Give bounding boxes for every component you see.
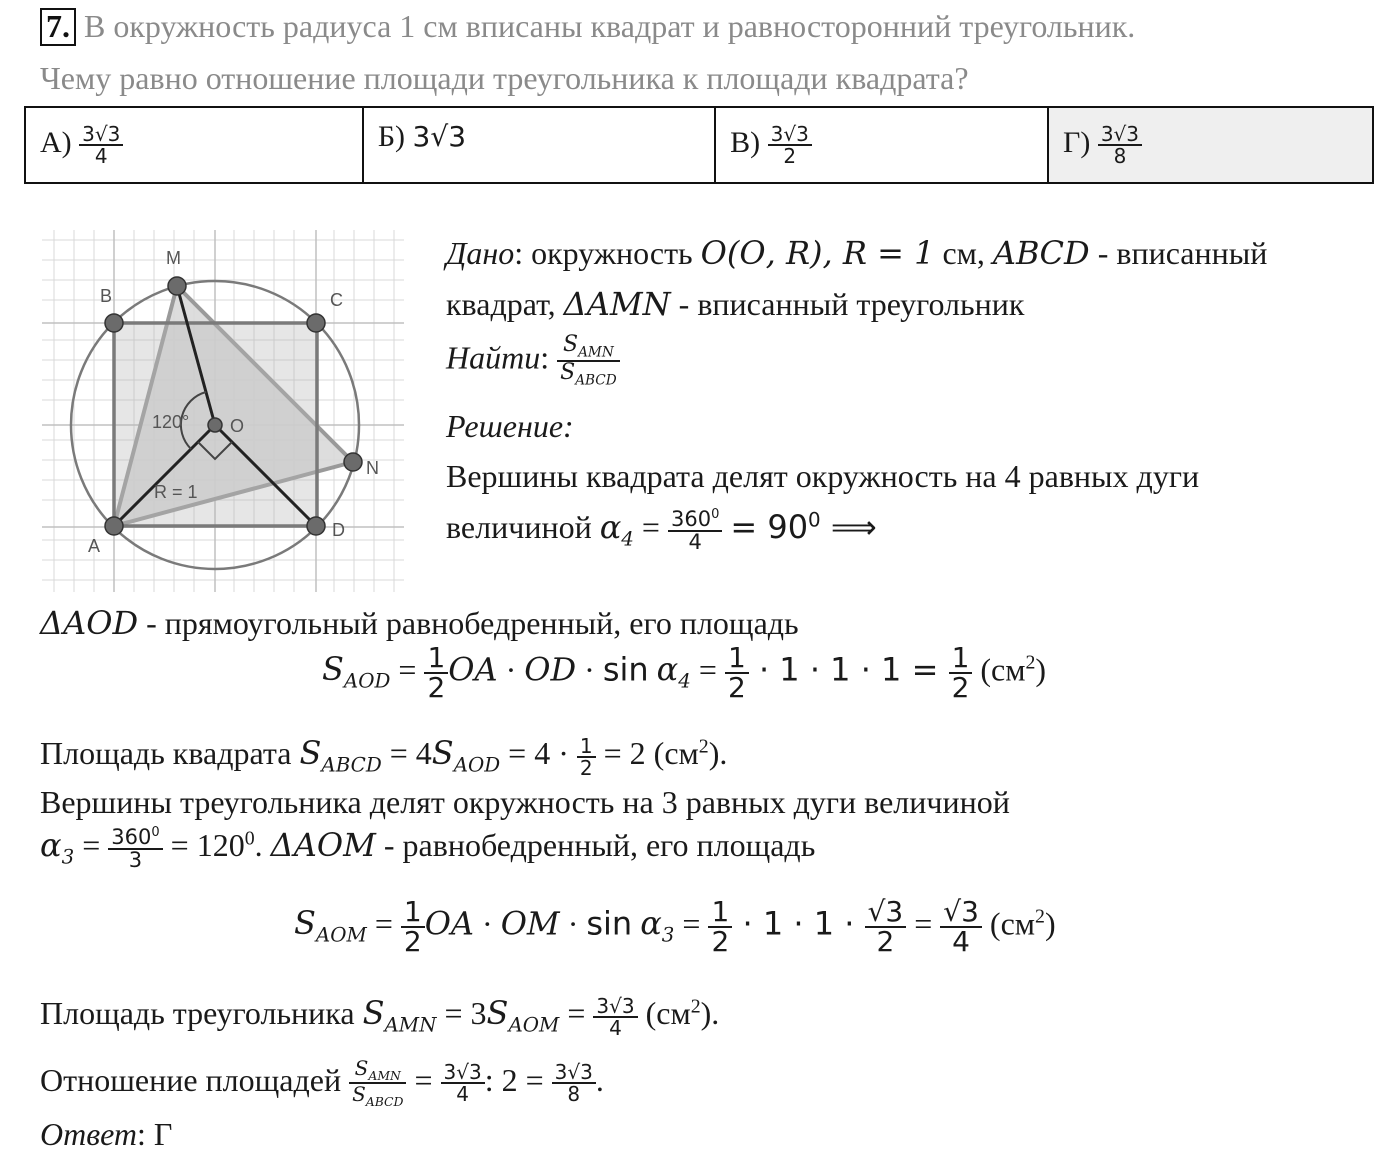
find-label: Найти bbox=[446, 339, 541, 376]
solution-label: Решение bbox=[446, 408, 564, 444]
point-d bbox=[307, 517, 325, 535]
tri-aod: Δ𝐴𝑂𝐷 bbox=[40, 604, 139, 642]
label-angle: 120° bbox=[152, 412, 190, 432]
solution-p6: Вершины треугольника делят окружность на 3 равных дуги величиной bbox=[40, 784, 1010, 820]
solution-p3 bbox=[40, 604, 799, 642]
label-c: C bbox=[330, 290, 343, 310]
point-o bbox=[208, 418, 222, 432]
solution-p10: Отношение площадей $\frac{S_{AMN}}{S_{ABCD}}$ = $\frac{3√3}{4}$ : 2 = $\frac{3√3}{8}$ . bbox=[40, 1056, 604, 1110]
problem-statement-1: В окружность радиуса 1 см вписаны квадрат и равносторонний треугольник. bbox=[84, 8, 1136, 44]
solution-label-line: Решение: bbox=[446, 408, 574, 444]
option-v-label: В) bbox=[730, 125, 761, 159]
label-n: N bbox=[366, 458, 379, 478]
point-b bbox=[105, 314, 123, 332]
option-a-value: $\frac{3√3}{4}$ bbox=[79, 124, 123, 166]
option-a[interactable] bbox=[25, 107, 363, 183]
problem-line1 bbox=[40, 8, 1135, 46]
option-v-value: $\frac{3√3}{2}$ bbox=[768, 124, 812, 166]
solution-p5: Площадь квадрата $S_{ABCD} = 4S_{AOD} = 4$ · $\frac{1}{2}$ = 2 $(см^2)$. bbox=[40, 733, 728, 780]
label-a: A bbox=[88, 536, 101, 556]
answer-line: Ответ: Г bbox=[40, 1116, 173, 1152]
solution-p1: Вершины квадрата делят окружность на 4 равных дуги bbox=[446, 458, 1200, 494]
formula-s-aom: $S_{AOM}$ = $\frac{1}{2}$ OA · OM · $\sin \alpha_3$ = $\frac{1}{2}$ · 1 · 1 · $\frac{√3}{2}$ = $\frac{√3}{4}$ $(см^2)$ bbox=[294, 895, 1056, 958]
label-b: B bbox=[100, 286, 113, 306]
answer-options-table bbox=[24, 106, 1374, 184]
answer-value: Г bbox=[153, 1116, 173, 1152]
formula-s-aod: $S_{AOD}$ = $\frac{1}{2}$ OA · OD · $\sin \alpha_4$ = $\frac{1}{2}$ · 1 · 1 · 1 = $\frac{1}{2}$ $(см^2)$ bbox=[322, 641, 1047, 704]
given-label: Дано bbox=[446, 235, 515, 271]
given-text: окружность bbox=[531, 235, 693, 271]
option-b-label: Б) bbox=[377, 120, 406, 153]
eq-90: = $90^0$ ⟹ bbox=[730, 508, 877, 546]
solution-p2: величиной $\alpha_4$ = $\frac{360^0}{4}$ = $90^0$ ⟹ bbox=[446, 507, 877, 555]
point-c bbox=[307, 314, 325, 332]
solution-p7: $\alpha_3$ = $\frac{360^0}{3}$ = $120^0$. Δ𝐴𝑂𝑀 - равнобедренный, его площадь bbox=[40, 825, 816, 873]
solution-p9-text: Площадь треугольника bbox=[40, 995, 355, 1031]
option-v[interactable] bbox=[715, 107, 1048, 183]
problem-statement-2: Чему равно отношение площади треугольника к площади квадрата? bbox=[40, 60, 969, 96]
frac-360-4: $\frac{360^0}{4}$ bbox=[668, 508, 722, 553]
option-g-label: Г) bbox=[1062, 125, 1091, 159]
given-unit: см, bbox=[942, 235, 985, 271]
given-text-3: квадрат, bbox=[446, 286, 556, 322]
point-m bbox=[168, 277, 186, 295]
given-triangle: Δ𝐴𝑀𝑁 bbox=[563, 285, 671, 323]
solution-p2-text: величиной bbox=[446, 509, 592, 545]
label-m: M bbox=[166, 248, 181, 268]
solution-p10-text: Отношение площадей bbox=[40, 1061, 342, 1098]
given-circle: 𝑂(𝑂, 𝑅), 𝑅 = 1 bbox=[700, 234, 935, 272]
label-radius: R = 1 bbox=[154, 482, 198, 502]
point-n bbox=[344, 453, 362, 471]
solution-p3-text: - прямоугольный равнобедренный, его площадь bbox=[146, 605, 799, 641]
solution-p7-text: - равнобедренный, его площадь bbox=[383, 827, 816, 863]
find-line: Найти: $\frac{S_{AMN}}{S_{ABCD}}$ bbox=[446, 334, 620, 388]
option-a-label: А) bbox=[40, 125, 72, 159]
label-d: D bbox=[332, 520, 345, 540]
given-square: 𝐴𝐵𝐶𝐷 bbox=[992, 234, 1090, 272]
option-g[interactable] bbox=[1048, 107, 1373, 183]
tri-aom: Δ𝐴𝑂𝑀 bbox=[270, 826, 376, 864]
geometry-figure bbox=[42, 230, 404, 592]
given-text-4: - вписанный треугольник bbox=[678, 286, 1025, 322]
given-text-2: - вписанный bbox=[1097, 235, 1268, 271]
find-fraction: $\frac{S_{AMN}}{S_{ABCD}}$ bbox=[557, 334, 620, 388]
given-line2 bbox=[446, 285, 1024, 323]
option-b-value: 3√3 bbox=[412, 120, 467, 153]
point-a bbox=[105, 517, 123, 535]
option-g-value: $\frac{3√3}{8}$ bbox=[1098, 124, 1142, 166]
solution-p9: Площадь треугольника $S_{AMN} = 3S_{AOM}$ = $\frac{3√3}{4}$ $(см^2)$. bbox=[40, 993, 720, 1040]
label-o: O bbox=[230, 416, 245, 436]
alpha4: $\alpha_4$ bbox=[599, 508, 634, 551]
problem-number: 7. bbox=[40, 8, 76, 46]
given-line1: Дано: окружность 𝑂(𝑂, 𝑅), 𝑅 = 1 см, 𝐴𝐵𝐶𝐷 - вписанный bbox=[446, 234, 1268, 272]
solution-p5-text: Площадь квадрата bbox=[40, 735, 292, 771]
option-b[interactable] bbox=[363, 107, 715, 183]
answer-label: Ответ bbox=[40, 1116, 137, 1152]
